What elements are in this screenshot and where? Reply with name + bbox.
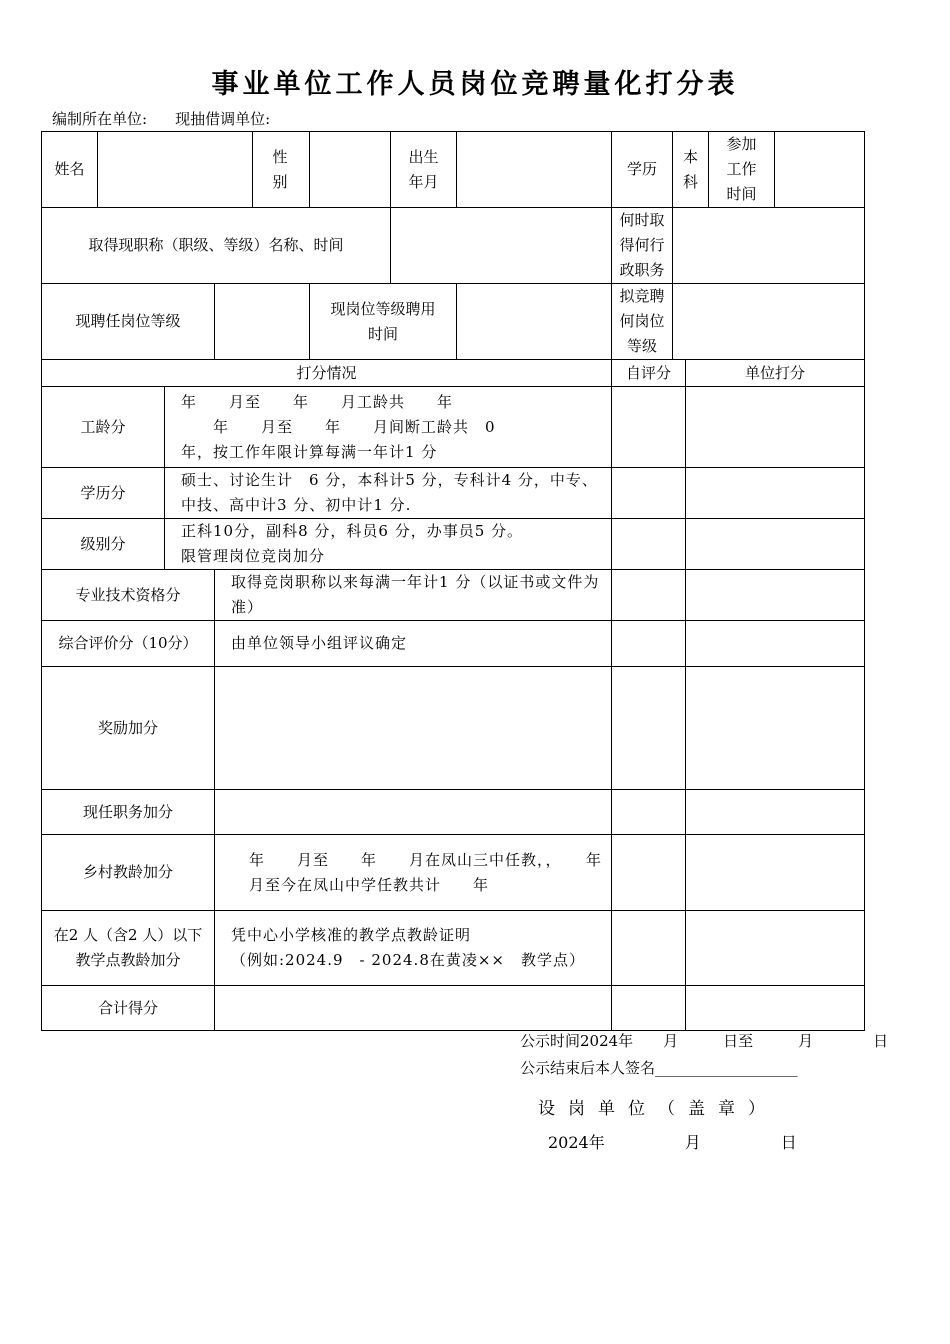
current-level-label: 现聘任岗位等级	[42, 284, 215, 360]
seniority-self-score[interactable]	[612, 387, 686, 468]
hire-time-label: 现岗位等级聘用 时间	[310, 284, 457, 360]
form-subtitle	[52, 108, 298, 129]
info-row-3	[42, 284, 865, 360]
target-level-label: 拟竞聘 何岗位 等级	[612, 284, 673, 360]
rural-desc: 年 月至 年 月在凤山三中任教，， 年 月至今在凤山中学任教共计 年	[215, 835, 612, 911]
rank-label: 级别分	[42, 519, 165, 570]
publicity-time: 公示时间2024年 月 日至 月 日	[520, 1032, 889, 1050]
rural-self-score[interactable]	[612, 835, 686, 911]
hire-time-input[interactable]	[457, 284, 612, 360]
education-score-label: 学历分	[42, 468, 165, 519]
evaluation-row	[42, 621, 865, 667]
evaluation-desc: 由单位领导小组评议确定	[215, 621, 612, 667]
professional-label: 专业技术资格分	[42, 570, 215, 621]
evaluation-unit-score[interactable]	[686, 621, 865, 667]
seniority-desc: 年 月至 年 月工龄共 年 年 月至 年 月间断工龄共 0 年，按工作年限计算每满一年计1 分	[165, 387, 612, 468]
rural-row	[42, 835, 865, 911]
unit-score-header: 单位打分	[686, 360, 865, 387]
position-label: 现任职务加分	[42, 790, 215, 835]
secondment-label: 现抽借调单位:	[175, 110, 271, 128]
award-self-score[interactable]	[612, 667, 686, 790]
teaching-point-desc: 凭中心小学核准的教学点教龄证明 （例如:2024.9 - 2024.8在黄凌×× 教学点）	[215, 911, 612, 986]
org-label: 编制所在单位:	[52, 110, 148, 128]
professional-unit-score[interactable]	[686, 570, 865, 621]
situation-header: 打分情况	[42, 360, 612, 387]
professional-self-score[interactable]	[612, 570, 686, 621]
evaluation-label: 综合评价分（10分）	[42, 621, 215, 667]
gender-label: 性 别	[253, 132, 310, 208]
evaluation-self-score[interactable]	[612, 621, 686, 667]
work-start-input[interactable]	[775, 132, 865, 208]
teaching-point-row	[42, 911, 865, 986]
rural-unit-score[interactable]	[686, 835, 865, 911]
total-desc[interactable]	[215, 986, 612, 1031]
birth-input[interactable]	[457, 132, 612, 208]
education-desc: 硕士、讨论生计 6 分，本科计5 分，专科计4 分，中专、中技、高中计3 分、初中计1 分.	[165, 468, 612, 519]
award-unit-score[interactable]	[686, 667, 865, 790]
birth-label: 出生 年月	[391, 132, 457, 208]
award-desc[interactable]	[215, 667, 612, 790]
rural-label: 乡村教龄加分	[42, 835, 215, 911]
education-label: 学历	[612, 132, 673, 208]
target-level-input[interactable]	[673, 284, 865, 360]
total-row	[42, 986, 865, 1031]
award-label: 奖励加分	[42, 667, 215, 790]
info-row-2	[42, 208, 865, 284]
education-value: 本 科	[673, 132, 709, 208]
name-input[interactable]	[98, 132, 253, 208]
title-input[interactable]	[391, 208, 612, 284]
admin-post-label: 何时取 得何行 政职务	[612, 208, 673, 284]
teaching-point-self-score[interactable]	[612, 911, 686, 986]
seniority-row	[42, 387, 865, 468]
education-self-score[interactable]	[612, 468, 686, 519]
gender-input[interactable]	[310, 132, 391, 208]
name-label: 姓名	[42, 132, 98, 208]
signature-line: 公示结束后本人签名___________________	[520, 1059, 798, 1077]
position-unit-score[interactable]	[686, 790, 865, 835]
position-row	[42, 790, 865, 835]
education-unit-score[interactable]	[686, 468, 865, 519]
sign-date: 2024年 月 日	[548, 1133, 797, 1152]
info-row-1	[42, 132, 865, 208]
current-level-input[interactable]	[215, 284, 310, 360]
total-self-score[interactable]	[612, 986, 686, 1031]
education-row	[42, 468, 865, 519]
scoring-table	[41, 131, 865, 1031]
rank-self-score[interactable]	[612, 519, 686, 570]
score-header-row	[42, 360, 865, 387]
teaching-point-unit-score[interactable]	[686, 911, 865, 986]
professional-desc: 取得竞岗职称以来每满一年计1 分（以证书或文件为准）	[215, 570, 612, 621]
teaching-point-label: 在2 人（含2 人）以下教学点教龄加分	[42, 911, 215, 986]
seniority-unit-score[interactable]	[686, 387, 865, 468]
position-desc[interactable]	[215, 790, 612, 835]
rank-unit-score[interactable]	[686, 519, 865, 570]
rank-row	[42, 519, 865, 570]
position-self-score[interactable]	[612, 790, 686, 835]
self-score-header: 自评分	[612, 360, 686, 387]
work-start-label: 参加 工作 时间	[709, 132, 775, 208]
total-unit-score[interactable]	[686, 986, 865, 1031]
page-title: 事业单位工作人员岗位竞聘量化打分表	[211, 69, 739, 100]
professional-row	[42, 570, 865, 621]
seniority-label: 工龄分	[42, 387, 165, 468]
award-row	[42, 667, 865, 790]
total-label: 合计得分	[42, 986, 215, 1031]
admin-post-input[interactable]	[673, 208, 865, 284]
rank-desc: 正科10分，副科8 分，科员6 分，办事员5 分。 限管理岗位竞岗加分	[165, 519, 612, 570]
seal-label: 设岗单位（盖章）	[538, 1099, 778, 1119]
title-label: 取得现职称（职级、等级）名称、时间	[42, 208, 391, 284]
